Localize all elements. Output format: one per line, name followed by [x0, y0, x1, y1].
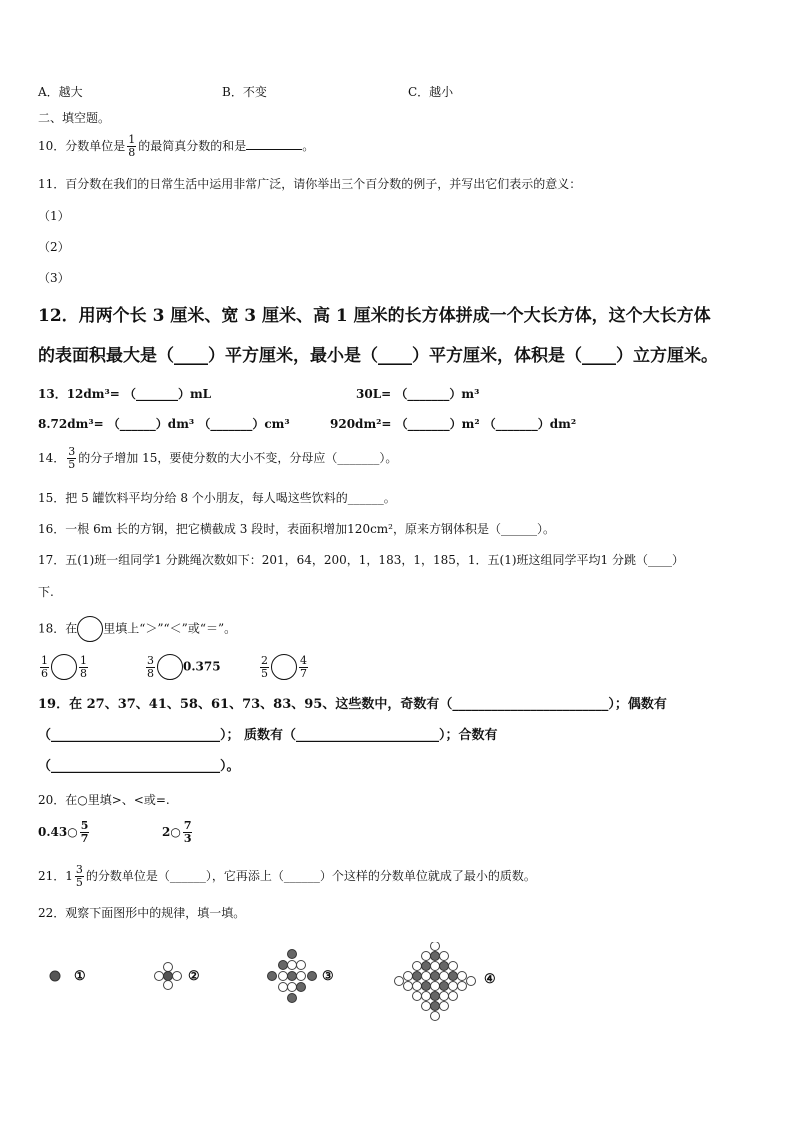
q18-compare-1: $\frac{1}{6}$ $\frac{1}{8}$	[41, 653, 87, 680]
question-13-d: 920dm²= （_______）m² （_______）dm²	[330, 417, 577, 431]
question-12-line1: 12．用两个长 3 厘米、宽 3 厘米、高 1 厘米的长方体拼成一个大长方体，这个大长方体	[38, 306, 711, 326]
q20-compare-a: 0.43○ $\frac{5}{7}$	[38, 819, 89, 845]
pattern-figure-4	[392, 942, 502, 1036]
pattern-label-4: ④	[484, 972, 496, 987]
q11-item-3: （3）	[38, 271, 70, 285]
pattern-label-2: ②	[188, 969, 200, 984]
option-a: A．越大	[38, 85, 83, 99]
pattern-figure-2	[148, 942, 218, 1026]
question-17-line2: 下.	[38, 585, 54, 599]
question-13-b: 30L= （_______）m³	[356, 387, 480, 401]
q18-compare-2: $\frac{3}{8}$ 0.375	[147, 653, 221, 680]
q14-fraction: $\frac{3}{5}$	[68, 445, 76, 471]
question-21: 21．1 $\frac{3}{5}$ 的分数单位是（______），它再添上（______）个这样的分数单位就成了最小的质数。	[38, 863, 536, 889]
question-19-line2: （__________________________）； 质数有（______________________）；合数有	[38, 728, 498, 743]
q10-fraction: $\frac{1}{8}$	[128, 133, 136, 159]
pattern-figure-1-drawing	[48, 942, 98, 1022]
pattern-figure-4-drawing	[392, 942, 502, 1032]
pattern-figure-1	[48, 942, 98, 1026]
q18-answer-circle-2[interactable]	[157, 654, 183, 680]
q20-compare-b: 2○ $\frac{7}{3}$	[162, 819, 192, 845]
q10-post: 的最简真分数的和是	[138, 139, 247, 153]
question-19-line1: 19．在 27、37、41、58、61、73、83、95、这些数中，奇数有（________________________）；偶数有	[38, 697, 667, 712]
question-13-a: 13．12dm³= （_______）mL	[38, 387, 212, 401]
q10-pre: 10．分数单位是	[38, 139, 126, 153]
q18-answer-circle-3[interactable]	[271, 654, 297, 680]
question-22: 22．观察下面图形中的规律，填一填。	[38, 906, 246, 920]
question-13-c: 8.72dm³= （______）dm³ （_______）cm³	[38, 417, 290, 431]
question-11: 11．百分数在我们的日常生活中运用非常广泛，请你举出三个百分数的例子，并写出它们表示的意义：	[38, 177, 582, 191]
q18-compare-3: $\frac{2}{5}$ $\frac{4}{7}$	[261, 653, 307, 680]
q11-item-1: （1）	[38, 209, 70, 223]
pattern-label-1: ①	[74, 969, 86, 984]
option-c: C．越小	[408, 85, 454, 99]
section-heading: 二、填空题。	[38, 111, 111, 125]
pattern-figure-3	[256, 942, 346, 1026]
question-12-line2: 的表面积最大是（____）平方厘米，最小是（____）平方厘米，体积是（____）立方厘米。	[38, 346, 718, 366]
question-15: 15．把 5 罐饮料平均分给 8 个小朋友，每人喝这些饮料的______。	[38, 491, 396, 505]
question-17-line1: 17．五(1)班一组同学1 分跳绳次数如下：201，64，200，1，183，1，185，1．五(1)班这组同学平均1 分跳（____）	[38, 553, 684, 567]
question-19-line3: （__________________________）。	[38, 759, 240, 774]
option-b: B．不变	[222, 85, 267, 99]
q10-blank[interactable]	[246, 137, 302, 150]
question-18: 18．在 里填上“＞”“＜”或“＝”。	[38, 616, 236, 642]
question-16: 16．一根 6m 长的方钢，把它横截成 3 段时，表面积增加120cm²，原来方钢体积是（______）。	[38, 522, 555, 536]
pattern-figure-2-drawing	[148, 942, 218, 1022]
question-20: 20．在○里填>、<或=.	[38, 793, 170, 807]
question-14: 14． $\frac{3}{5}$ 的分子增加 15，要使分数的大小不变，分母应（_______）。	[38, 445, 398, 471]
q18-answer-circle-1[interactable]	[51, 654, 77, 680]
compare-circle	[77, 616, 103, 642]
pattern-label-3: ③	[322, 969, 334, 984]
question-10: 10．分数单位是 $\frac{1}{8}$ 的最简真分数的和是 。	[38, 133, 315, 159]
q11-item-2: （2）	[38, 240, 70, 254]
